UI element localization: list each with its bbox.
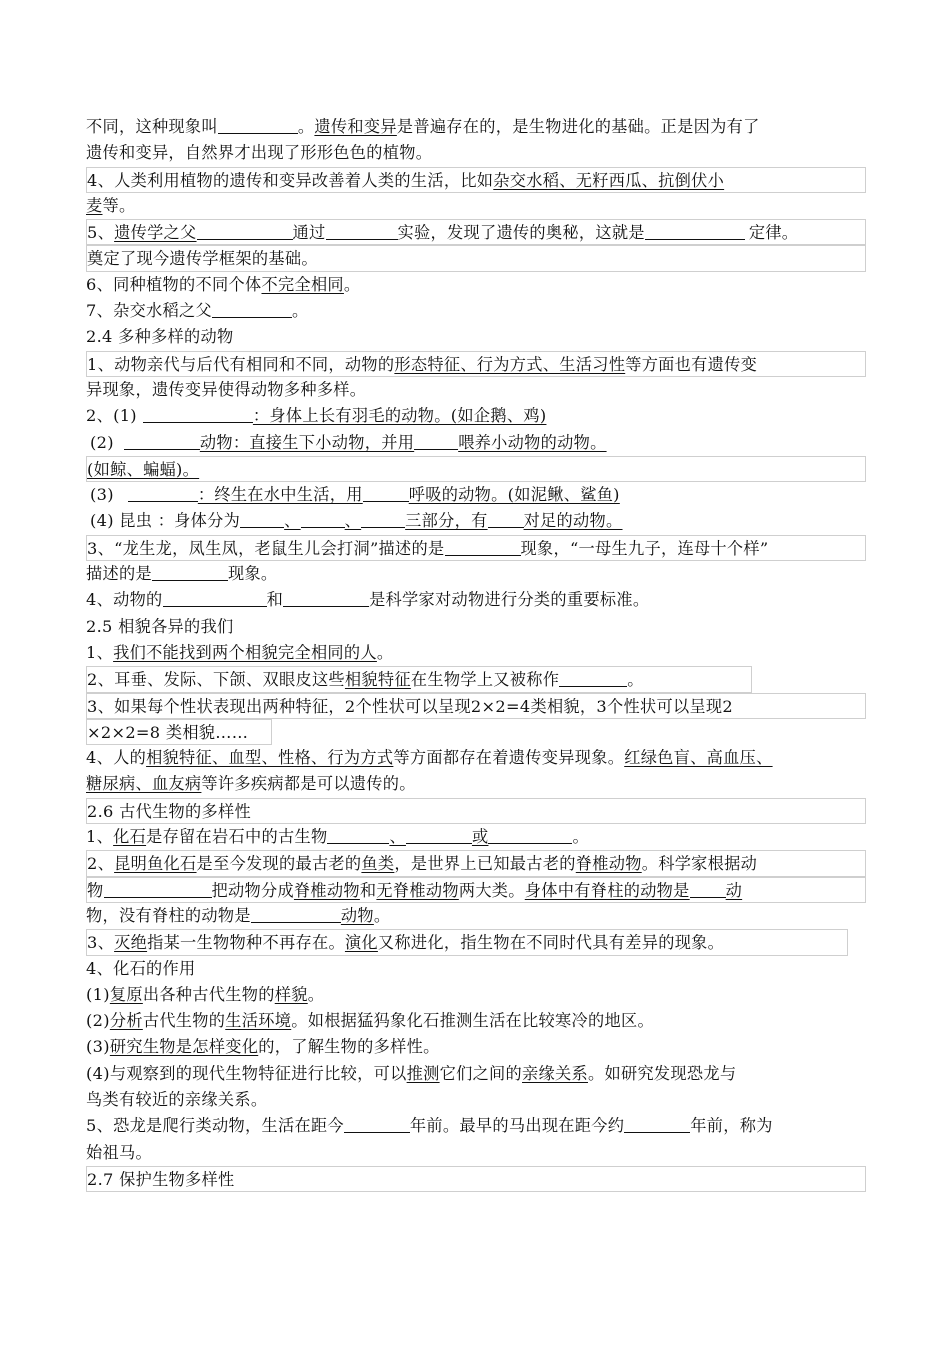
text: (4) 昆虫 ：身体分为 bbox=[90, 511, 241, 531]
text: 指某一生物物种不再存在。 bbox=[147, 933, 345, 953]
underlined-term: 、 bbox=[284, 511, 301, 531]
text: 2、 bbox=[87, 670, 115, 690]
text: 物 bbox=[87, 880, 104, 900]
text-line bbox=[86, 535, 866, 561]
underlined-term: ：终生在水中生活，用 bbox=[197, 485, 363, 505]
text: 不同，这种现象叫 bbox=[86, 117, 218, 136]
text: 5、恐龙是爬行类动物，生活在距今 bbox=[86, 1116, 344, 1136]
text: 1、 bbox=[86, 642, 114, 662]
text: (2) bbox=[90, 432, 114, 452]
text: 。 bbox=[297, 117, 315, 136]
underlined-term: 遗传学之父 bbox=[114, 223, 197, 243]
underlined-term: 麦 bbox=[86, 195, 103, 215]
underlined-term: 鱼类 bbox=[361, 854, 395, 874]
fill-blank bbox=[624, 1114, 690, 1133]
text: 两大类。 bbox=[458, 880, 525, 900]
text: 1、 bbox=[86, 827, 114, 847]
underlined-term: 对足的动物。 bbox=[523, 511, 623, 531]
underlined-term: 相貌特征、血型、性格、行为方式 bbox=[146, 748, 394, 768]
text-line bbox=[86, 877, 866, 903]
text-line bbox=[86, 482, 866, 508]
underlined-term: 动 bbox=[725, 880, 743, 900]
underlined-term: 化石 bbox=[113, 827, 147, 847]
underlined-term: 遗传和变异 bbox=[314, 117, 397, 136]
text: 年前。最早的马出现在距今约 bbox=[409, 1116, 625, 1136]
fill-blank bbox=[128, 483, 198, 502]
underlined-term: 不完全相同 bbox=[261, 274, 344, 294]
fill-blank bbox=[283, 588, 369, 607]
text: 。 bbox=[572, 827, 589, 847]
underlined-term: 、 bbox=[344, 511, 362, 531]
text: 4、人的 bbox=[86, 748, 147, 768]
section-heading: 2.5 相貌各异的我们 bbox=[86, 616, 234, 636]
text-line bbox=[86, 824, 866, 850]
text: 又称进化，指生物在不同时代具有差异的现象。 bbox=[377, 933, 725, 953]
text: 实验，发现了遗传的奥秘，这就是 bbox=[397, 223, 645, 243]
text-line bbox=[86, 167, 866, 193]
text: 在生物学上又被称作 bbox=[410, 670, 560, 690]
section-heading: 2.7 保护生物多样性 bbox=[86, 1166, 866, 1192]
underlined-term: 红绿色盲、高血压、 bbox=[624, 748, 773, 768]
underlined-term: 呼吸的动物。(如泥鳅、鲨鱼) bbox=[408, 485, 620, 505]
underlined-term: 三部分，有 bbox=[405, 511, 488, 531]
text: (3) bbox=[90, 485, 114, 505]
text-line bbox=[86, 929, 848, 955]
text: 古代生物的 bbox=[142, 1011, 226, 1031]
fill-blank bbox=[414, 431, 458, 450]
text: 。如根据猛犸象化石推测生活在比较寒冷的地区。 bbox=[291, 1011, 654, 1031]
fill-blank bbox=[240, 509, 284, 528]
text-line bbox=[86, 351, 866, 377]
text: 的，了解生物的多样性。 bbox=[258, 1037, 440, 1057]
text-line: 4、化石的作用 bbox=[86, 958, 196, 978]
text-line bbox=[86, 587, 866, 613]
fill-blank bbox=[163, 588, 267, 607]
text: 和 bbox=[359, 880, 377, 900]
fill-blank bbox=[197, 221, 293, 240]
underlined-term: 动物：直接生下小动物，并用 bbox=[199, 432, 415, 452]
text: 它们之间的 bbox=[439, 1063, 523, 1083]
text: 和 bbox=[266, 590, 284, 610]
text: 6、同种植物的不同个体 bbox=[86, 274, 262, 294]
text: 等方面都存在着遗传变异现象。 bbox=[393, 748, 625, 768]
underlined-term: 灭绝 bbox=[114, 933, 148, 953]
text-line: 遗传和变异，自然界才出现了形形色色的植物。 bbox=[86, 143, 433, 163]
section-heading: 2.6 古代生物的多样性 bbox=[86, 798, 866, 824]
fill-blank bbox=[143, 404, 253, 423]
fill-blank bbox=[326, 221, 398, 240]
underlined-term: 分析 bbox=[109, 1011, 143, 1031]
text-line bbox=[86, 640, 866, 666]
text-line: 鸟类有较近的亲缘关系。 bbox=[86, 1089, 268, 1109]
text: 等许多疾病都是可以遗传的。 bbox=[201, 774, 416, 794]
underlined-term: 演化 bbox=[344, 933, 378, 953]
underlined-term: 喂养小动物的动物。 bbox=[458, 432, 607, 452]
text: 。 bbox=[343, 274, 361, 294]
underlined-term: 脊椎动物 bbox=[575, 854, 642, 874]
underlined-term: 推测 bbox=[406, 1063, 440, 1083]
underlined-term: 样貌 bbox=[274, 984, 308, 1004]
text: 是存留在岩石中的古生物 bbox=[146, 827, 328, 847]
text-line bbox=[86, 403, 866, 429]
text-line bbox=[86, 272, 866, 298]
text: 年前，称为 bbox=[690, 1116, 773, 1136]
text: 是科学家对动物进行分类的重要标准。 bbox=[369, 590, 650, 610]
text-line bbox=[86, 508, 866, 534]
text: 2、(1) bbox=[86, 406, 137, 426]
fill-blank bbox=[488, 825, 572, 844]
text: 现象。 bbox=[227, 564, 278, 584]
underlined-term: 或 bbox=[471, 827, 489, 847]
text: (2) bbox=[86, 1011, 110, 1031]
fill-blank bbox=[645, 221, 745, 240]
text-line bbox=[86, 561, 866, 587]
text: 4、人类利用植物的遗传和变异改善着人类的生活，比如 bbox=[87, 170, 494, 190]
text: 5、 bbox=[87, 223, 115, 243]
text: 现象，“一母生九子，连母十个样” bbox=[520, 538, 769, 558]
text-line bbox=[86, 1034, 866, 1060]
text: 通过 bbox=[292, 223, 326, 243]
text-line bbox=[86, 666, 752, 692]
fill-blank bbox=[104, 879, 212, 898]
text: 如果每个性状表现出两种特征，2个性状可以呈现2×2=4类相貌，3个性状可以呈现2 bbox=[114, 696, 734, 716]
underlined-term: 无脊椎动物 bbox=[376, 880, 459, 900]
text-line bbox=[86, 1008, 866, 1034]
text-line bbox=[86, 219, 866, 245]
underlined-term: 脊椎动物 bbox=[293, 880, 360, 900]
underlined-term: 复原 bbox=[109, 984, 143, 1004]
underlined-term: ：身体上长有羽毛的动物。(如企鹅、鸡) bbox=[252, 406, 547, 426]
underlined-term: 昆明鱼化石 bbox=[114, 854, 197, 874]
text-line: ×2×2=8 类相貌…… bbox=[86, 719, 272, 745]
fill-blank bbox=[152, 562, 228, 581]
fill-blank bbox=[406, 825, 472, 844]
fill-blank bbox=[251, 904, 341, 923]
text: 。 bbox=[627, 670, 644, 690]
underlined-term: 糖尿病、血友病 bbox=[86, 774, 202, 794]
underlined-term: 我们不能找到两个相貌完全相同的人 bbox=[113, 642, 377, 662]
underlined-term: 杂交水稻、无籽西瓜、抗倒伏小 bbox=[493, 170, 725, 190]
fill-blank bbox=[559, 668, 627, 687]
text: 是普遍存在的，是生物进化的基础。正是因为有了 bbox=[396, 117, 760, 136]
fill-blank bbox=[301, 509, 345, 528]
text: 4、动物的 bbox=[86, 590, 163, 610]
underlined-term: 身体中有脊柱的动物是 bbox=[524, 880, 690, 900]
text-line bbox=[86, 850, 866, 876]
text: 。科学家根据动 bbox=[641, 854, 758, 874]
fill-blank bbox=[363, 483, 409, 502]
text: 3、 bbox=[87, 933, 115, 953]
text-line bbox=[86, 430, 866, 456]
fill-blank bbox=[445, 537, 521, 556]
text-line bbox=[86, 193, 866, 219]
text: 3、“龙生龙，凤生凤，老鼠生儿会打洞”描述的是 bbox=[87, 538, 445, 558]
section-heading: 2.4 多种多样的动物 bbox=[86, 327, 234, 347]
fill-blank bbox=[124, 431, 200, 450]
text-line bbox=[86, 903, 866, 929]
fill-blank bbox=[488, 509, 524, 528]
text: 等方面也有遗传变 bbox=[625, 354, 758, 374]
underlined-term: 研究生物是怎样变化 bbox=[109, 1037, 259, 1057]
underlined-term: (如鲸、蝙蝠)。 bbox=[87, 459, 200, 479]
text-line: 始祖马。 bbox=[86, 1142, 152, 1162]
underlined-term: 亲缘关系 bbox=[522, 1063, 588, 1083]
text: (4)与观察到的现代生物特征进行比较，可以 bbox=[86, 1063, 407, 1083]
text: 。 bbox=[373, 905, 391, 925]
document-page bbox=[86, 114, 866, 1192]
text: 把动物分成 bbox=[211, 880, 294, 900]
fill-blank bbox=[212, 299, 292, 318]
text: 。 bbox=[292, 301, 309, 321]
text: 。 bbox=[307, 984, 325, 1004]
fill-blank bbox=[690, 879, 726, 898]
text: 7、杂交水稻之父 bbox=[86, 301, 213, 321]
fill-blank bbox=[361, 509, 405, 528]
text: 。 bbox=[376, 642, 394, 662]
underlined-term: 形态特征、行为方式、生活习性 bbox=[394, 354, 626, 374]
fill-blank bbox=[218, 115, 298, 134]
text-line bbox=[86, 745, 866, 771]
text: 描述的是 bbox=[86, 564, 152, 584]
text: 3、 bbox=[87, 696, 115, 716]
text-line: 异现象，遗传变异使得动物多种多样。 bbox=[86, 379, 367, 399]
text-line bbox=[86, 456, 866, 482]
text: 物，没有脊柱的动物是 bbox=[86, 905, 251, 925]
underlined-term: 相貌特征 bbox=[344, 670, 411, 690]
text-line bbox=[86, 771, 866, 797]
fill-blank bbox=[327, 825, 389, 844]
text: 出各种古代生物的 bbox=[142, 984, 275, 1004]
fill-blank bbox=[344, 1114, 410, 1133]
text-line bbox=[86, 982, 866, 1008]
text: 2、 bbox=[87, 854, 115, 874]
text-line bbox=[86, 114, 866, 140]
text: 定律。 bbox=[748, 223, 799, 243]
text-line: 奠定了现今遗传学框架的基础。 bbox=[86, 245, 866, 271]
text: 1、动物亲代与后代有相同和不同，动物的 bbox=[87, 354, 395, 374]
text: (3) bbox=[86, 1037, 110, 1057]
text-line bbox=[86, 1113, 866, 1139]
underlined-term: 生活环境 bbox=[225, 1011, 292, 1031]
underlined-term: 动物 bbox=[340, 905, 374, 925]
underlined-term: 、 bbox=[389, 827, 406, 847]
text-line bbox=[86, 298, 866, 324]
text: 等。 bbox=[102, 195, 136, 215]
text: 是至今发现的最古老的 bbox=[196, 854, 362, 874]
text-line bbox=[86, 693, 866, 719]
text: ，是世界上已知最古老的 bbox=[394, 854, 576, 874]
text-line bbox=[86, 1061, 866, 1087]
text: 耳垂、发际、下颌、双眼皮这些 bbox=[114, 670, 345, 690]
text: 。如研究发现恐龙与 bbox=[587, 1063, 737, 1083]
text: (1) bbox=[86, 984, 110, 1004]
